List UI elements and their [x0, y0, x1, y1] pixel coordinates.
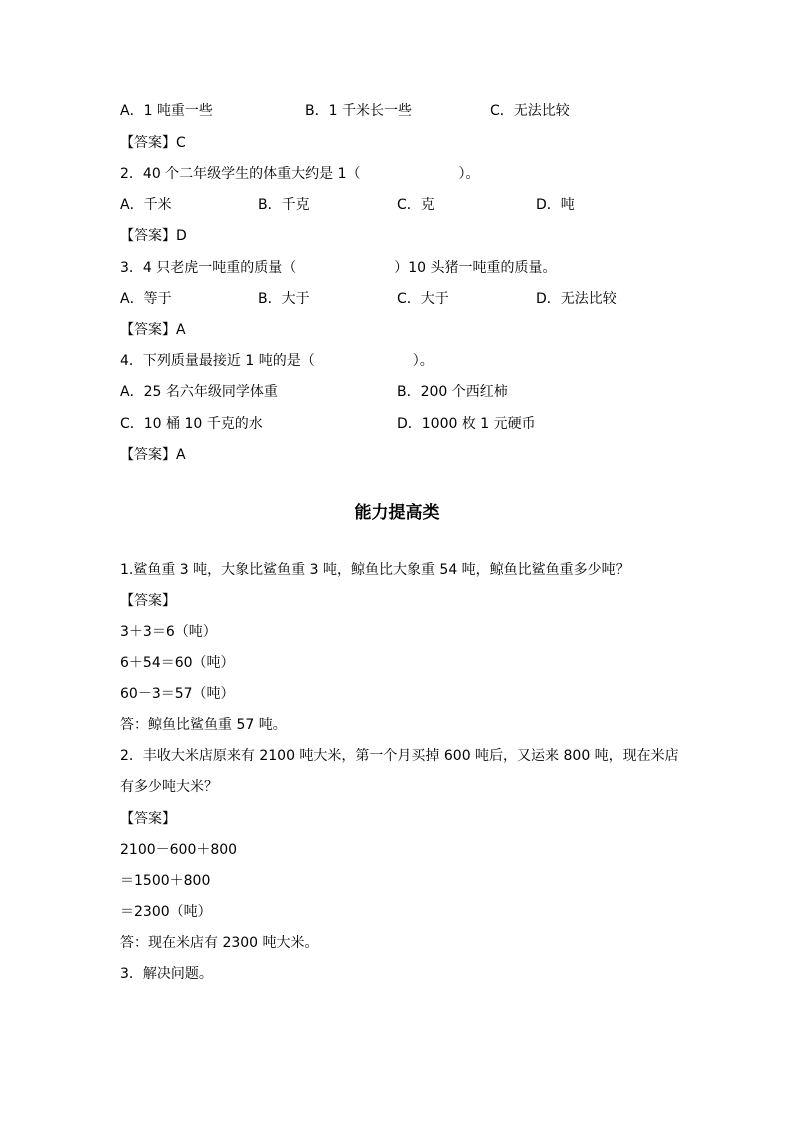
q1-option-a: A．1 吨重一些 — [120, 103, 213, 119]
q1-option-c: C．无法比较 — [490, 103, 570, 119]
p1-answer-label: 【答案】 — [120, 593, 176, 609]
p2-step-2: ＝1500＋800 — [120, 873, 211, 889]
q2-option-d: D．吨 — [536, 197, 575, 213]
q2-option-b: B．千克 — [258, 197, 310, 213]
p3-text: 3．解决问题。 — [120, 966, 213, 982]
p1-step-1: 3＋3＝6（吨） — [120, 624, 217, 640]
q2-option-c: C．克 — [397, 197, 435, 213]
q4-option-a: A．25 名六年级同学体重 — [120, 384, 278, 400]
p2-reply: 答：现在米店有 2300 吨大米。 — [120, 935, 319, 951]
q2-text: 2．40 个二年级学生的体重大约是 1（ ）。 — [120, 166, 480, 182]
p2-answer-label: 【答案】 — [120, 811, 176, 827]
p1-reply: 答：鲸鱼比鲨鱼重 57 吨。 — [120, 717, 287, 733]
q1-answer: 【答案】C — [120, 135, 186, 151]
q4-option-c: C．10 桶 10 千克的水 — [120, 416, 263, 432]
q2-option-a: A．千米 — [120, 197, 172, 213]
q3-option-c: C．大于 — [397, 291, 449, 307]
q3-option-d: D．无法比较 — [536, 291, 617, 307]
q3-text: 3．4 只老虎一吨重的质量（ ）10 头猪一吨重的质量。 — [120, 260, 557, 276]
q4-option-d: D．1000 枚 1 元硬币 — [397, 416, 536, 432]
q3-option-b: B．大于 — [258, 291, 310, 307]
q3-option-a: A．等于 — [120, 291, 172, 307]
p2-step-3: ＝2300（吨） — [120, 904, 212, 920]
q1-option-b: B．1 千米长一些 — [305, 103, 412, 119]
q4-option-b: B．200 个西红柿 — [397, 384, 508, 400]
p1-text: 1.鲨鱼重 3 吨，大象比鲨鱼重 3 吨，鲸鱼比大象重 54 吨，鲸鱼比鲨鱼重多少吨？ — [120, 562, 630, 578]
q4-answer: 【答案】A — [120, 447, 186, 463]
section-title: 能力提高类 — [354, 503, 440, 523]
q2-answer: 【答案】D — [120, 228, 187, 244]
q3-answer: 【答案】A — [120, 322, 186, 338]
p1-step-3: 60－3＝57（吨） — [120, 686, 235, 702]
p2-step-1: 2100－600＋800 — [120, 842, 238, 858]
p2-text: 2．丰收大米店原来有 2100 吨大米，第一个月买掉 600 吨后，又运来 800 吨，现在米店有多少吨大米？ — [120, 748, 679, 795]
q4-text: 4．下列质量最接近 1 吨的是（ ）。 — [120, 353, 434, 369]
p1-step-2: 6＋54＝60（吨） — [120, 655, 235, 671]
